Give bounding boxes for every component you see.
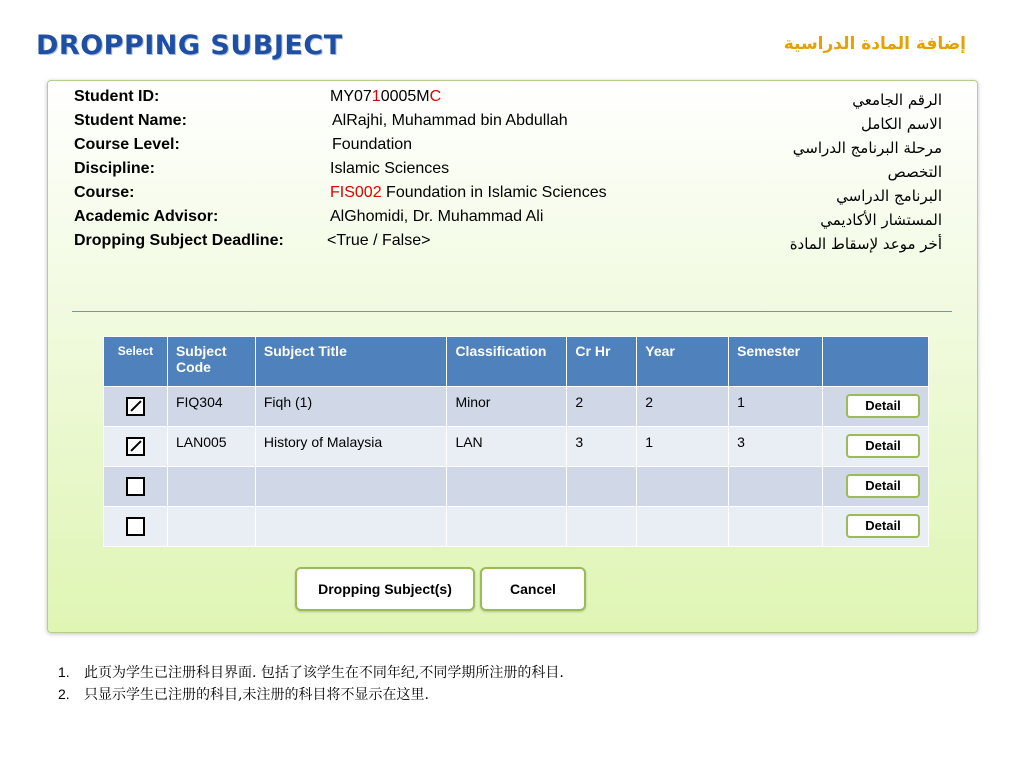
deadline-label: Dropping Subject Deadline: [74, 232, 284, 249]
cell-semester [729, 507, 823, 547]
header-subject-title: Subject Title [255, 337, 447, 387]
cell-classification: Minor [447, 387, 567, 427]
table-row [104, 387, 929, 427]
table-row [104, 467, 929, 507]
cell-semester [729, 467, 823, 507]
dropping-subjects-button[interactable]: Dropping Subject(s) [295, 567, 475, 611]
student-name-value: AlRajhi, Muhammad bin Abdullah [332, 112, 568, 129]
note-item: 2. 只显示学生已注册的科目,未注册的科目将不显示在这里. [58, 686, 429, 703]
arabic-label-advisor: المستشار الأكاديمي [820, 211, 942, 229]
page-title-arabic: إضافة المادة الدراسية [783, 34, 966, 54]
cell-code [167, 467, 255, 507]
cell-semester: 1 [729, 387, 823, 427]
student-name-label: Student Name: [74, 112, 187, 129]
cell-cr-hr [567, 507, 637, 547]
select-checkbox[interactable] [126, 437, 145, 456]
cell-code [167, 507, 255, 547]
cell-title [255, 467, 447, 507]
cell-title [255, 507, 447, 547]
header-semester: Semester [729, 337, 823, 387]
cell-code: FIQ304 [167, 387, 255, 427]
table-row [104, 427, 929, 467]
deadline-value: <True / False> [327, 232, 431, 249]
course-value: FIS002 Foundation in Islamic Sciences [330, 184, 607, 201]
detail-button[interactable]: Detail [846, 434, 920, 458]
header-classification: Classification [447, 337, 567, 387]
subjects-table [103, 336, 929, 547]
select-checkbox[interactable] [126, 517, 145, 536]
header-select: Select [104, 337, 168, 387]
discipline-label: Discipline: [74, 160, 155, 177]
header-cr-hr: Cr Hr [567, 337, 637, 387]
cell-cr-hr [567, 467, 637, 507]
detail-button[interactable]: Detail [846, 394, 920, 418]
cell-cr-hr: 3 [567, 427, 637, 467]
cell-year: 2 [637, 387, 729, 427]
notes-list [58, 662, 564, 706]
cell-title: Fiqh (1) [255, 387, 447, 427]
cell-classification: LAN [447, 427, 567, 467]
arabic-label-course-level: مرحلة البرنامج الدراسي [792, 139, 942, 157]
table-row [104, 507, 929, 547]
cell-title: History of Malaysia [255, 427, 447, 467]
student-id-label: Student ID: [74, 88, 160, 105]
course-label: Course: [74, 184, 135, 201]
cell-year: 1 [637, 427, 729, 467]
arabic-label-student-id: الرقم الجامعي [852, 91, 942, 109]
section-divider [72, 311, 952, 312]
course-level-value: Foundation [332, 136, 413, 153]
cell-cr-hr: 2 [567, 387, 637, 427]
detail-button[interactable]: Detail [846, 514, 920, 538]
header-year: Year [637, 337, 729, 387]
arabic-label-course: البرنامج الدراسي [836, 187, 942, 205]
academic-advisor-value: AlGhomidi, Dr. Muhammad Ali [330, 208, 544, 225]
table-header-row [104, 337, 929, 387]
cell-semester: 3 [729, 427, 823, 467]
cell-classification [447, 507, 567, 547]
note-item: 1. 此页为学生已注册科目界面. 包括了该学生在不同年纪,不同学期所注册的科目. [58, 664, 564, 681]
student-id-value: MY0710005MC [330, 88, 442, 105]
arabic-label-deadline: أخر موعد لإسقاط المادة [789, 235, 942, 253]
select-checkbox[interactable] [126, 397, 145, 416]
cell-code: LAN005 [167, 427, 255, 467]
course-level-label: Course Level: [74, 136, 180, 153]
select-checkbox[interactable] [126, 477, 145, 496]
page-title: DROPPING SUBJECT [36, 30, 343, 61]
cancel-button[interactable]: Cancel [480, 567, 586, 611]
arabic-label-discipline: التخصص [887, 163, 942, 181]
arabic-label-student-name: الاسم الكامل [860, 115, 942, 133]
cell-year [637, 507, 729, 547]
cell-classification [447, 467, 567, 507]
detail-button[interactable]: Detail [846, 474, 920, 498]
cell-year [637, 467, 729, 507]
academic-advisor-label: Academic Advisor: [74, 208, 219, 225]
discipline-value: Islamic Sciences [330, 160, 450, 177]
header-subject-code: Subject Code [167, 337, 255, 387]
header-actions [823, 337, 929, 387]
arabic-labels [642, 90, 942, 258]
